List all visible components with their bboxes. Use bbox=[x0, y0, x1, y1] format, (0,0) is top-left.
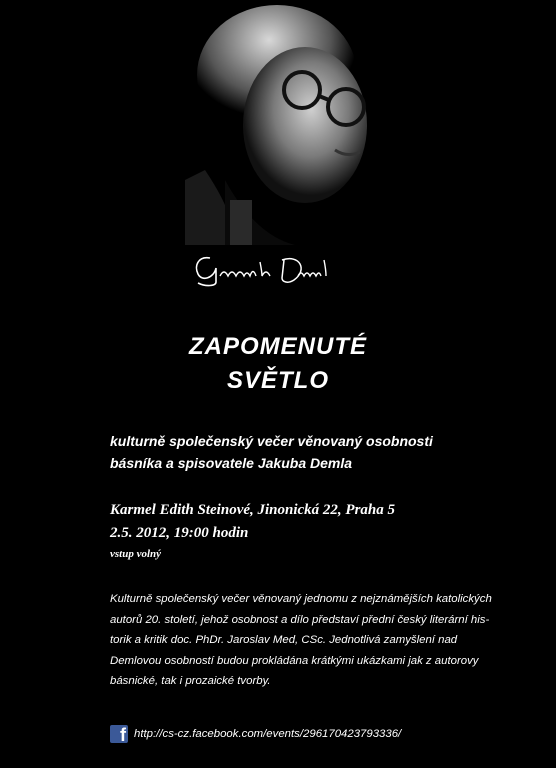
description-line: Kulturně společenský večer věnovaný jednomu z nejznámějších katolických bbox=[110, 593, 492, 605]
event-subtitle bbox=[110, 430, 510, 474]
event-details bbox=[110, 498, 530, 564]
facebook-icon: f bbox=[110, 725, 128, 743]
title-line-2: SVĚTLO bbox=[226, 367, 329, 394]
event-title bbox=[0, 330, 556, 398]
event-datetime: 2.5. 2012, 19:00 hodin bbox=[110, 525, 249, 541]
subtitle-line-2: básníka a spisovatele Jakuba Demla bbox=[110, 455, 353, 471]
facebook-event-link[interactable]: http://cs-cz.facebook.com/events/296170423793336/ bbox=[134, 728, 402, 740]
description-line: básnické, tak i prozaické tvorby. bbox=[110, 675, 271, 688]
portrait-photo bbox=[185, 0, 385, 245]
event-entry: vstup volný bbox=[110, 548, 162, 560]
description-line: torik a kritik doc. PhDr. Jaroslav Med, CSc. Jednotlivá zamyšlení nad bbox=[110, 634, 458, 647]
title-line-1: ZAPOMENUTÉ bbox=[189, 333, 367, 360]
author-signature bbox=[190, 250, 340, 290]
subtitle-line-1: kulturně společenský večer věnovaný osobnosti bbox=[110, 433, 433, 449]
description-line: autorů 20. století, jehož osobnost a dílo představí přední český literární his- bbox=[110, 613, 490, 626]
facebook-link-row[interactable] bbox=[110, 724, 401, 744]
description-line: Demlovou osobností budou prokládána krátkými ukázkami jak z autorovy bbox=[110, 654, 479, 667]
event-description bbox=[110, 589, 490, 692]
event-venue: Karmel Edith Steinové, Jinonická 22, Praha 5 bbox=[110, 502, 396, 518]
